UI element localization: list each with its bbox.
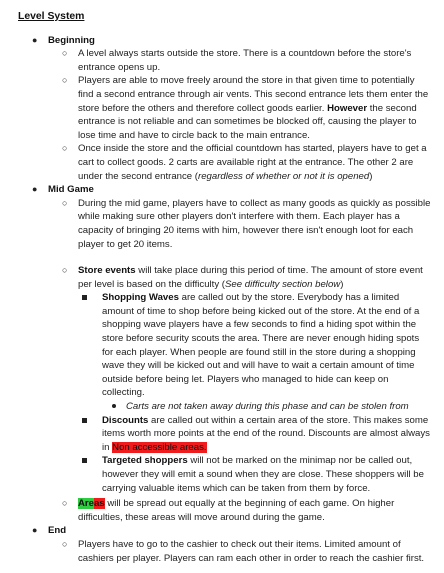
list-item xyxy=(60,538,432,565)
list-item-discounts xyxy=(78,414,432,455)
section-end xyxy=(18,524,432,538)
emphasis-text: Targeted shoppers xyxy=(102,455,188,467)
circle-bullet-icon: ○ xyxy=(62,498,68,509)
emphasis-text: Shopping Waves xyxy=(102,292,179,304)
page-title: Level System xyxy=(18,11,85,22)
list-item-text: will not be marked on the minimap nor be called out, however they will emit a sound when they are close. These shoppers will be carrying valuable items which can be taken from them by force. xyxy=(102,455,424,494)
list-item-text: ) xyxy=(340,278,344,290)
list-item-store-events xyxy=(60,264,432,291)
highlighted-text: as xyxy=(94,498,105,510)
italic-note: regardless of whether or not it is opened xyxy=(198,170,370,182)
list-item xyxy=(60,142,432,183)
list-item-text: A level always starts outside the store. There is a countdown before the store's entrance opens up. xyxy=(78,48,412,73)
list-item-text: the second entrance is not reliable and can sometimes be blocked off, causing the player to lose time and have to circle back to the main entrance. xyxy=(78,102,417,141)
circle-bullet-icon: ○ xyxy=(62,48,68,59)
dot-bullet-icon xyxy=(112,404,116,408)
list-item xyxy=(60,74,432,142)
list-item xyxy=(60,197,432,251)
list-item-text: Players are able to move freely around the store in that given time to potentially find a second entrance through air vents. This second entrance lets them enter the store before the others and therefore collect goods earlier. xyxy=(78,75,429,114)
circle-bullet-icon: ○ xyxy=(62,265,68,276)
emphasis-text: Store events xyxy=(78,265,136,277)
section-beginning xyxy=(18,34,432,48)
document-page xyxy=(18,10,432,565)
circle-bullet-icon: ○ xyxy=(62,143,68,154)
list-item-targeted-shoppers xyxy=(78,454,432,495)
list-item-text: ) xyxy=(369,170,373,182)
bullet-icon: ● xyxy=(32,525,38,536)
square-bullet-icon xyxy=(82,295,87,300)
list-item-areas xyxy=(60,497,432,524)
list-item-sub-note xyxy=(112,400,432,414)
list-item-text: Once inside the store and the official countdown has started, players have to get a cart to collect goods. 2 carts are available right at the entrance. The other 2 are under the second entrance ( xyxy=(78,143,427,182)
list-item-text: During the mid game, players have to collect as many goods as quickly as possible while making sure other players don't interfere with them. Each player has a capacity of bringing 20 items with him, however there isn't enough loot for each player to get 20 items. xyxy=(78,197,431,250)
section-mid-game xyxy=(18,183,432,197)
circle-bullet-icon: ○ xyxy=(62,75,68,86)
list-item-text: will be spread out equally at the beginning of each game. On higher difficulties, these areas will move around during the game. xyxy=(78,498,395,523)
italic-note: Carts are not taken away during this phase and can be stolen from xyxy=(126,401,409,413)
highlighted-text: Non accessible areas. xyxy=(112,441,207,453)
circle-bullet-icon: ○ xyxy=(62,538,68,549)
bullet-icon: ● xyxy=(32,34,38,45)
section-heading: Beginning xyxy=(48,34,95,46)
highlighted-text: Are xyxy=(78,498,94,510)
list-item-text: are called out by the store. Everybody has a limited amount of time to shop before being kicked out of the store. At the end of a shopping wave players have a few seconds to find a hiding spot within the store before security scouts the area. There are never enough hiding spots for each player. When people are found still in the store during a shopping wave they will be kicked out and will have to wait a certain amount of time outside before being let. Players who managed to hide can keep on collecting. xyxy=(102,292,420,399)
square-bullet-icon xyxy=(82,418,87,423)
list-item-shopping-waves xyxy=(78,291,432,400)
section-heading: End xyxy=(48,525,67,537)
list-item-text: will take place during this period of time. The amount of store event per level is based on the difficulty ( xyxy=(78,265,423,290)
emphasis-text: However xyxy=(327,102,368,114)
bullet-icon: ● xyxy=(32,184,38,195)
list-item-text: are called out within a certain area of the store. This makes some items worth more points at the end of the round. Discounts are almost always in xyxy=(102,414,430,453)
emphasis-text: Discounts xyxy=(102,414,149,426)
section-heading: Mid Game xyxy=(48,184,94,196)
list-item xyxy=(60,47,432,74)
circle-bullet-icon: ○ xyxy=(62,197,68,208)
italic-note: See difficulty section below xyxy=(225,278,341,290)
square-bullet-icon xyxy=(82,458,87,463)
list-item-text: Players have to go to the cashier to check out their items. Limited amount of cashiers per player. Players can ram each other in order to reach the cashier first. xyxy=(78,538,425,564)
